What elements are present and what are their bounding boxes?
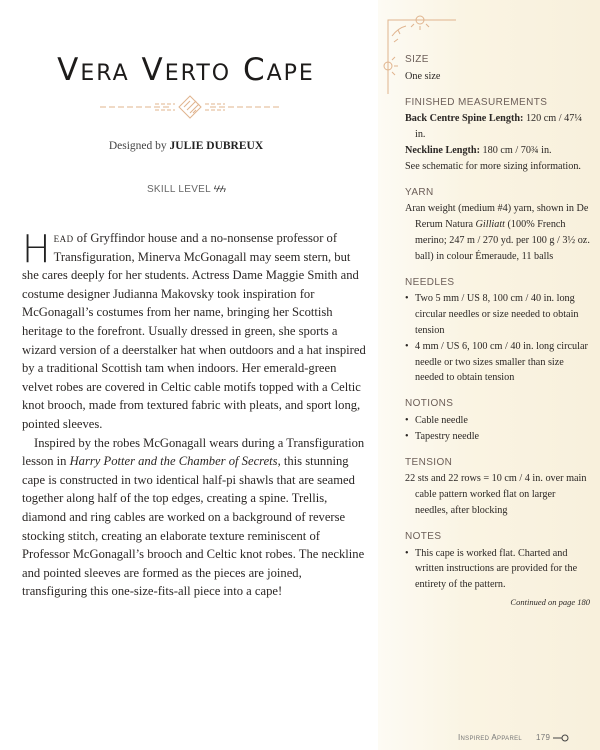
intro-text (22, 229, 367, 601)
notions-heading: NOTIONS (405, 398, 454, 410)
paragraph-text: of Gryffindor house and a no-nonsense professor of Transfiguration, Minerva McGonagall may seem stern, but she cares deeply for her students. Actress Dame Maggie Smith and costume designer Judianna Makovsky took inspiration for McGonagall’s costumes from her name, bringing her Scottish heritage to the forefront. Usually dressed in green, she sports a wizard version of a deerstalker hat when outdoors and a hat inspired by a traditional Scottish tam when indoors. Her emerald-green velvet robes are covered in Celtic cable motifs topped with a Celtic knot brooch, made from textured fabric with pleats, and sport long, pointed sleeves. (22, 231, 366, 431)
skill-level-label: SKILL LEVEL (146, 184, 211, 195)
list-item: • Tapestry needle (405, 429, 590, 445)
pattern-specs (405, 52, 590, 611)
intro-paragraph (22, 229, 367, 434)
yarn-heading: YARN (405, 186, 434, 198)
schematic-note: See schematic for more sizing information. (405, 160, 581, 172)
measurements-heading: FINISHED MEASUREMENTS (405, 96, 548, 108)
lead-in: ead (53, 231, 74, 245)
list-item: • Cable needle (405, 413, 590, 429)
drop-cap: H (22, 227, 51, 271)
intro-paragraph (22, 434, 367, 601)
film-title: Harry Potter and the Chamber of Secrets (69, 454, 278, 469)
list-item: • This cape is worked flat. Charted and written instructions are provided for the entirety of the pattern. (405, 546, 590, 593)
neck-value: 180 cm / 70¾ in. (480, 144, 552, 156)
list-item: • Two 5 mm / US 8, 100 cm / 40 in. long circular needles or size needed to obtain tension (405, 291, 590, 338)
page-number: 179 (536, 733, 551, 742)
continued-note: Continued on page 180 (510, 596, 590, 607)
yarn-description (405, 201, 590, 264)
tension-value: 22 sts and 22 rows = 10 cm / 4 in. over main cable pattern worked flat on larger needles, after blocking (405, 473, 587, 516)
tension-heading: TENSION (405, 456, 453, 468)
yarn-name: Gilliatt (475, 219, 505, 231)
spine-value: 120 cm / 47¼ in. (415, 113, 582, 141)
paragraph-text: , this stunning cape is constructed in two identical half-pi shawls that are seamed together along half of the top edges, creating a spine. Trellis, diamond and ring cables are worked on a background of reverse stocking stitch, creating an elaborate texture reminiscent of Professor McGonagall’s brooch and Celtic knot robes. The neckline and pointed sleeves are formed as the pieces are joined, transfiguring this one-size-fits-all piece into a cape! (22, 454, 365, 599)
page-footer (458, 733, 569, 742)
list-item: • 4 mm / US 6, 100 cm / 40 in. long circular needle or two sizes smaller than size needed to obtain tension (405, 339, 590, 386)
key-ornament-icon (553, 734, 569, 742)
yarn-text: Aran weight (medium #4) yarn, shown in De Rerum Natura (405, 203, 589, 231)
lightning-bolt-icon: ϟϟϟ (213, 184, 226, 194)
designer-credit (0, 140, 372, 152)
yarn-text: (100% French merino; 247 m / 270 yd. per 100 g / 3½ oz. ball) in colour Émeraude, 11 balls (415, 219, 590, 262)
size-value: One size (405, 70, 441, 82)
paragraph-text: Inspired by the robes McGonagall wears during a Transfiguration lesson in (22, 435, 365, 469)
neck-label: Neckline Length: (405, 144, 480, 156)
size-heading: SIZE (405, 54, 429, 65)
designer-prefix: Designed by (108, 140, 167, 152)
section-name: Inspired Apparel (458, 733, 523, 742)
spine-length (405, 111, 590, 143)
neckline-length (405, 143, 590, 159)
spine-label: Back Centre Spine Length: (405, 113, 524, 125)
skill-level (0, 184, 372, 195)
page-title: Vera Verto Cape (57, 52, 315, 88)
needles-heading: NEEDLES (405, 276, 455, 288)
designer-name: JULIE DUBREUX (169, 140, 264, 152)
notes-heading: NOTES (405, 530, 442, 542)
diamond-divider-ornament-icon (100, 95, 280, 119)
